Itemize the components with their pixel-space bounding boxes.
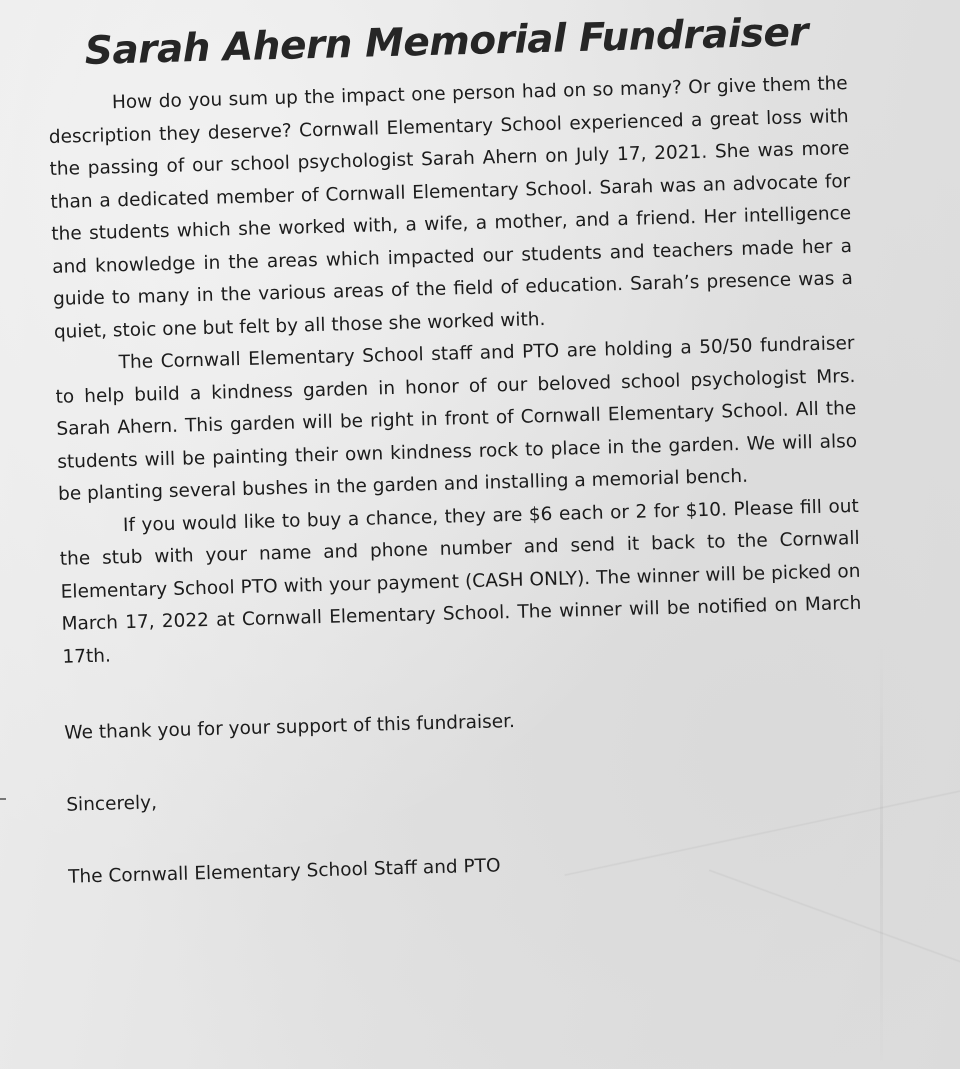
letter-body [46, 9, 868, 894]
paragraph-instructions: If you would like to buy a chance, they are $6 each or 2 for $10. Please fill out the stub with your name and phone number and send it back to the Cornwall Elementary School PTO with your payment (CASH ONLY). The winner will be picked on March 17, 2022 at Cornwall Elementary School. The winner will be notified on March 17th. [59, 495, 862, 668]
page-title: Sarah Ahern Memorial Fundraiser [84, 10, 809, 74]
edge-mark [0, 798, 6, 800]
paper-crease [880, 640, 883, 1069]
signature-line: The Cornwall Elementary School Staff and PTO [67, 855, 501, 888]
closing-line: Sincerely, [66, 792, 158, 816]
paragraph-intro: How do you sum up the impact one person had on so many? Or give them the description they deserve? Cornwall Elementary School experienced a great loss with the passing of our school psychologist Sarah Ahern on July 17, 2021. She was more than a dedicated member of Cornwall Elementary School. Sarah was an advocate for the students which she worked with, a wife, a mother, and a friend. Her intelligence and knowledge in the areas which impacted our students and teachers made her a guide to many in the various areas of the field of education. Sarah’s presence was a quiet, stoic one but felt by all those she worked with. [48, 73, 854, 343]
thanks-line: We thank you for your support of this fundraiser. [64, 710, 516, 744]
paper-crease [709, 869, 960, 974]
paragraph-fundraiser: The Cornwall Elementary School staff and PTO are holding a 50/50 fundraiser to help build a kindness garden in honor of our beloved school psychologist Mrs. Sarah Ahern. This garden will be right in front of Cornwall Elementary School. All the students will be painting their own kindness rock to place in the garden. We will also be planting several bushes in the garden and installing a memorial bench. [55, 332, 858, 505]
